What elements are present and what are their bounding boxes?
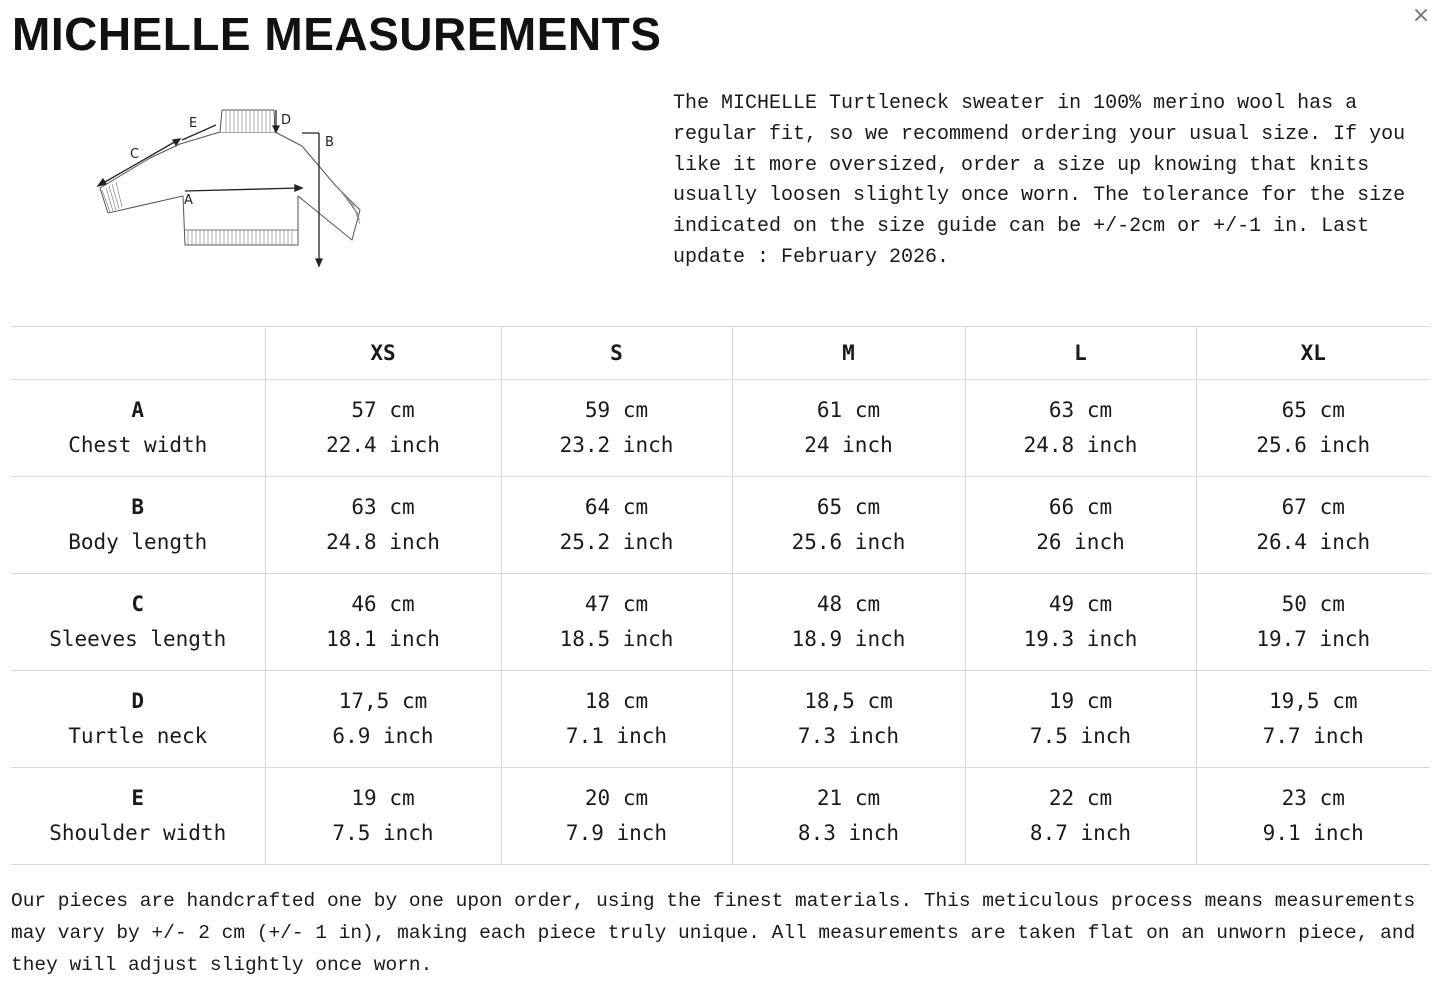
table-row xyxy=(11,574,1430,671)
measurement-cm: 18 cm xyxy=(584,689,649,713)
measurement-cm: 19 cm xyxy=(1048,689,1113,713)
measurement-cm: 20 cm xyxy=(584,786,649,810)
measurement-cm: 63 cm xyxy=(351,495,415,519)
column-header-l: L xyxy=(965,327,1196,380)
measurement-inch: 7.1 inch xyxy=(565,724,668,748)
row-letter: E xyxy=(131,786,145,810)
measurement-inch: 18.1 inch xyxy=(326,627,440,651)
row-letter: A xyxy=(131,398,145,422)
measurement-cm: 57 cm xyxy=(351,398,415,422)
measurement-inch: 25.2 inch xyxy=(559,530,674,554)
measurement-cm: 61 cm xyxy=(816,398,881,422)
measurement-inch: 9.1 inch xyxy=(1262,821,1364,845)
measurement-cell-l xyxy=(965,768,1196,865)
measurement-cell-s xyxy=(501,768,732,865)
close-icon: × xyxy=(1411,2,1431,28)
measurement-inch: 18.9 inch xyxy=(791,627,906,651)
measurement-cm: 67 cm xyxy=(1281,495,1345,519)
diagram-label-a: A xyxy=(184,193,193,208)
measurement-inch: 19.3 inch xyxy=(1023,627,1138,651)
diagram-label-d: D xyxy=(281,113,292,128)
measurement-cell-xl xyxy=(1196,671,1430,768)
measurement-inch: 25.6 inch xyxy=(1256,433,1371,457)
measurement-cm: 47 cm xyxy=(584,592,649,616)
measurement-cm: 65 cm xyxy=(1281,398,1345,422)
measurement-cell-xs xyxy=(265,671,501,768)
diagram-label-e: E xyxy=(189,116,198,131)
measurement-inch: 24.8 inch xyxy=(326,530,440,554)
measurement-inch: 22.4 inch xyxy=(326,433,440,457)
column-header-xl: XL xyxy=(1196,327,1430,380)
row-header xyxy=(11,380,265,477)
measurement-cm: 50 cm xyxy=(1281,592,1345,616)
measurement-cell-xs xyxy=(265,380,501,477)
column-header-xs: XS xyxy=(265,327,501,380)
column-header-m: M xyxy=(732,327,965,380)
measurement-cell-xs xyxy=(265,477,501,574)
measurement-inch: 23.2 inch xyxy=(559,433,674,457)
row-letter: B xyxy=(131,495,145,519)
measurement-inch: 7.5 inch xyxy=(332,821,434,845)
measurement-cm: 22 cm xyxy=(1048,786,1113,810)
measurement-cell-xs xyxy=(265,768,501,865)
row-label: Sleeves length xyxy=(49,627,227,651)
measurement-cell-m xyxy=(732,574,965,671)
measurement-cell-m xyxy=(732,380,965,477)
sweater-diagram xyxy=(90,100,390,272)
measurement-inch: 26 inch xyxy=(1036,530,1125,554)
row-letter: C xyxy=(131,592,145,616)
diagram-label-b: B xyxy=(325,135,334,150)
table-header-row xyxy=(11,327,1430,380)
measurement-cell-m xyxy=(732,671,965,768)
measurement-cell-l xyxy=(965,477,1196,574)
measurement-cell-xl xyxy=(1196,574,1430,671)
intro-description: The MICHELLE Turtleneck sweater in 100% merino wool has a regular fit, so we recommend ordering your usual size. If you like it more oversized, order a size up knowing that knits usually loosen slightly once worn. The tolerance for the size indicated on the size guide can be +/-2cm or +/-1 in. Last update : February 2026. xyxy=(673,92,1406,269)
measurement-inch: 7.3 inch xyxy=(797,724,900,748)
table-row xyxy=(11,380,1430,477)
measurement-cm: 18,5 cm xyxy=(804,689,893,713)
measurement-cm: 63 cm xyxy=(1048,398,1113,422)
measurement-cm: 65 cm xyxy=(816,495,881,519)
table-row xyxy=(11,477,1430,574)
measurement-cell-xl xyxy=(1196,477,1430,574)
measurement-cm: 23 cm xyxy=(1281,786,1345,810)
measurement-cell-l xyxy=(965,574,1196,671)
table-header-corner xyxy=(11,327,265,380)
measurement-inch: 8.3 inch xyxy=(797,821,900,845)
row-header xyxy=(11,671,265,768)
measurement-inch: 24 inch xyxy=(804,433,893,457)
measurement-inch: 24.8 inch xyxy=(1023,433,1138,457)
measurement-cell-xs xyxy=(265,574,501,671)
measurement-inch: 19.7 inch xyxy=(1256,627,1371,651)
column-header-s: S xyxy=(501,327,732,380)
measurement-cm: 59 cm xyxy=(584,398,649,422)
measurement-cell-l xyxy=(965,380,1196,477)
table-row xyxy=(11,768,1430,865)
row-label: Shoulder width xyxy=(49,821,227,845)
row-letter: D xyxy=(131,689,145,713)
measurement-cm: 49 cm xyxy=(1048,592,1113,616)
measurement-cm: 17,5 cm xyxy=(338,689,428,713)
measurement-cm: 46 cm xyxy=(351,592,415,616)
measurement-cm: 19,5 cm xyxy=(1268,689,1358,713)
measurement-inch: 18.5 inch xyxy=(559,627,674,651)
measurement-cell-xl xyxy=(1196,380,1430,477)
measurement-cm: 19 cm xyxy=(351,786,415,810)
measurement-inch: 25.6 inch xyxy=(791,530,906,554)
row-label: Chest width xyxy=(68,433,208,457)
measurement-cell-m xyxy=(732,477,965,574)
row-header xyxy=(11,768,265,865)
measurement-cm: 21 cm xyxy=(816,786,881,810)
measurement-cell-s xyxy=(501,380,732,477)
row-label: Turtle neck xyxy=(68,724,208,748)
measurement-inch: 8.7 inch xyxy=(1029,821,1132,845)
measurement-cell-s xyxy=(501,574,732,671)
measurement-inch: 7.9 inch xyxy=(565,821,668,845)
diagram-label-c: C xyxy=(130,147,140,162)
row-header xyxy=(11,574,265,671)
page-title: MICHELLE MEASUREMENTS xyxy=(12,8,662,60)
measurement-cm: 66 cm xyxy=(1048,495,1113,519)
measurement-cell-m xyxy=(732,768,965,865)
footer-note: Our pieces are handcrafted one by one upon order, using the finest materials. This meticulous process means measurements may vary by +/- 2 cm (+/- 1 in), making each piece truly unique. All measurements are taken flat on an unworn piece, and they will adjust slightly once worn. xyxy=(11,890,1416,976)
measurement-inch: 6.9 inch xyxy=(332,724,434,748)
table-row xyxy=(11,671,1430,768)
measurement-cm: 48 cm xyxy=(816,592,881,616)
measurement-inch: 7.5 inch xyxy=(1029,724,1132,748)
size-table xyxy=(11,326,1430,865)
close-button[interactable] xyxy=(1406,0,1436,30)
measurement-inch: 7.7 inch xyxy=(1262,724,1364,748)
measurement-cm: 64 cm xyxy=(584,495,649,519)
measurement-cell-l xyxy=(965,671,1196,768)
row-label: Body length xyxy=(68,530,208,554)
row-header xyxy=(11,477,265,574)
measurement-cell-s xyxy=(501,477,732,574)
measurement-inch: 26.4 inch xyxy=(1256,530,1371,554)
measurement-cell-s xyxy=(501,671,732,768)
measurement-cell-xl xyxy=(1196,768,1430,865)
